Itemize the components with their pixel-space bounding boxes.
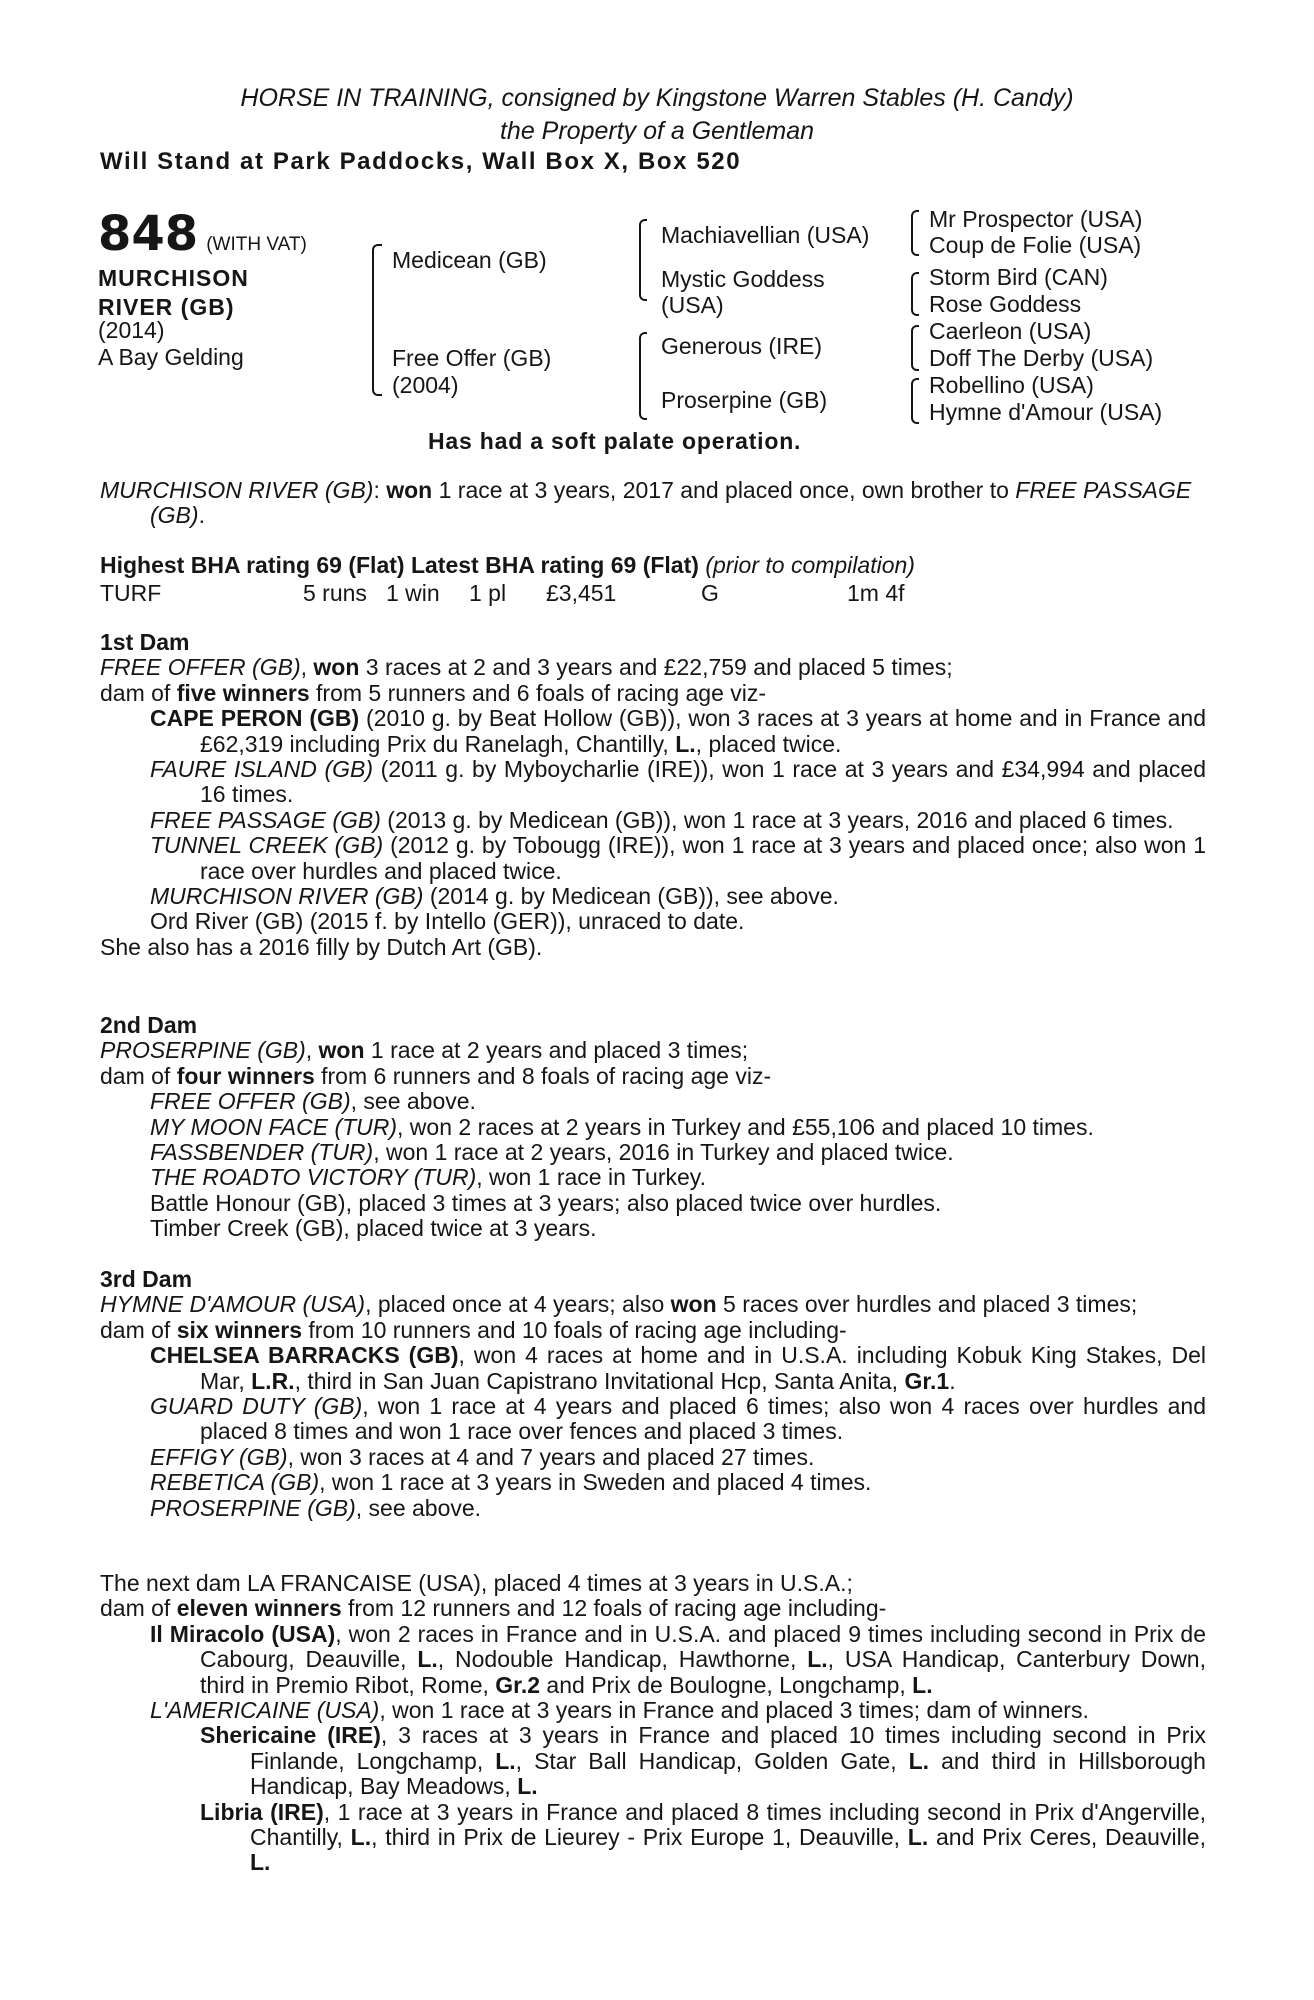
produce-text: , won 2 races in France and in U.S.A. and placed 9 times including second in Prix de Cabourg, Deauville, [200, 1620, 1206, 1673]
produce-name: FASSBENDER (TUR) [150, 1139, 374, 1166]
listed-mark: L. [250, 1849, 271, 1876]
produce-text: , see above. [355, 1494, 482, 1521]
pedigree-brace-sd [911, 272, 919, 316]
first-dam-name: FREE OFFER (GB) [100, 654, 301, 681]
pedigree-sire-sire: Machiavellian (USA) [661, 222, 870, 248]
produce-text: (2013 g. by Medicean (GB)), won 1 race at 3 years, 2016 and placed 6 times. [380, 806, 1174, 833]
produce-text-end: , placed twice. [695, 730, 842, 757]
next-dam-winners-count: eleven winners [176, 1595, 342, 1622]
produce-name: FREE PASSAGE (GB) [150, 806, 381, 833]
listed-mark: L. [417, 1646, 438, 1673]
turf-runs: 5 runs [303, 580, 367, 606]
pedigree-dsd: Doff The Derby (USA) [929, 345, 1154, 371]
next-dam-section [100, 1571, 1206, 1876]
second-dam-name: PROSERPINE (GB) [100, 1037, 306, 1064]
listed-mark: L.R. [251, 1367, 295, 1394]
pedigree-dam-sire: Generous (IRE) [661, 333, 823, 359]
pedigree-dam-year: (2004) [392, 372, 459, 398]
turf-distance: 1m 4f [847, 580, 905, 606]
horse-summary: MURCHISON RIVER (GB): won 1 race at 3 years, 2017 and placed once, own brother to FREE PASSAGE (GB). [100, 477, 1192, 529]
produce-battle-honour: Battle Honour (GB), placed 3 times at 3 years; also placed twice over hurdles. [150, 1189, 942, 1216]
produce-text: , third in San Juan Capistrano Invitational Hcp, Santa Anita, [294, 1367, 905, 1394]
group-mark: Gr.2 [495, 1671, 541, 1698]
third-dam-dam-of: dam of [100, 1316, 177, 1343]
produce-text: , USA Handicap, Canterbury Down, third in Premio Ribot, Rome, [200, 1646, 1206, 1698]
produce-text: (2011 g. by Myboycharlie (IRE)), won 1 race at 3 years and £34,994 and placed 16 times. [200, 756, 1207, 808]
produce-text: , won 2 races at 2 years in Turkey and £55,106 and placed 10 times. [397, 1113, 1094, 1140]
produce-text: , Nodouble Handicap, Hawthorne, [437, 1646, 808, 1673]
produce-lamericaine [100, 1698, 1206, 1723]
horse-name-line1: MURCHISON [98, 265, 249, 291]
produce-shericaine [100, 1723, 1206, 1799]
produce-name: PROSERPINE (GB) [150, 1494, 356, 1521]
produce-text: , won 4 races at home and in U.S.A. including Kobuk King Stakes, Del Mar, [200, 1342, 1206, 1394]
produce-name: Shericaine (IRE) [200, 1722, 381, 1749]
pedigree-brace-sire [639, 219, 647, 301]
first-dam-dam-of: dam of [100, 679, 177, 706]
horse-description: A Bay Gelding [98, 344, 244, 370]
produce-text: (2012 g. by Tobougg (IRE)), won 1 race at 3 years and placed once; also won 1 race over hurdles and placed twice. [200, 832, 1206, 884]
listed-mark: L. [807, 1646, 828, 1673]
produce-murchison-river [100, 884, 1206, 909]
listed-mark: L. [350, 1824, 372, 1851]
second-dam-runners: from 6 runners and 8 foals of racing age viz- [314, 1062, 772, 1089]
pedigree-ddd: Hymne d'Amour (USA) [929, 399, 1163, 425]
group-mark: Gr.1 [904, 1367, 950, 1394]
second-dam-dam-of: dam of [100, 1062, 177, 1089]
produce-name: Libria (IRE) [200, 1798, 324, 1825]
second-dam-winners-count: four winners [176, 1062, 315, 1089]
produce-rebetica [100, 1470, 1206, 1495]
turf-placed: 1 pl [469, 580, 507, 606]
listed-mark: L. [495, 1747, 516, 1774]
produce-name: Il Miracolo (USA) [150, 1620, 336, 1647]
produce-text: , won 1 race at 3 years in France and placed 3 times; dam of winners. [379, 1697, 1089, 1724]
third-dam-record-hurdles: 5 races over hurdles and placed 3 times; [716, 1291, 1138, 1318]
bha-rating-line [100, 552, 915, 579]
produce-ord-river: Ord River (GB) (2015 f. by Intello (GER)), unraced to date. [150, 908, 745, 935]
consignor-line: HORSE IN TRAINING, consigned by Kingstone Warren Stables (H. Candy) [240, 84, 1074, 112]
first-dam-runners: from 5 runners and 6 foals of racing age viz- [309, 679, 767, 706]
pedigree-dds: Robellino (USA) [929, 372, 1094, 398]
produce-name: CHELSEA BARRACKS (GB) [150, 1342, 459, 1369]
pedigree-brace-ss [911, 210, 919, 256]
produce-text: (2010 g. by Beat Hollow (GB)), won 3 races at 3 years at home and in France and £62,319 including Prix du Ranelagh, Chantilly, [200, 705, 1206, 757]
turf-earnings: £3,451 [546, 580, 617, 606]
third-dam-record: , placed once at 4 years; also [365, 1291, 671, 1318]
next-dam-line: The next dam LA FRANCAISE (USA), placed 4 times at 3 years in U.S.A.; [100, 1570, 853, 1596]
produce-text: (2014 g. by Medicean (GB)), see above. [423, 883, 839, 910]
produce-chelsea-barracks [100, 1343, 1206, 1394]
produce-text: and Prix Ceres, Deauville, [928, 1824, 1206, 1851]
turf-going: G [701, 580, 719, 606]
second-dam-heading: 2nd Dam [100, 1012, 198, 1038]
produce-name: L'AMERICAINE (USA) [150, 1697, 380, 1724]
pedigree-sire-dam-line1: Mystic Goddess [661, 266, 825, 292]
pedigree-dam: Free Offer (GB) [392, 345, 552, 371]
lot-number: 848 [98, 206, 199, 262]
listed-mark: L. [675, 730, 696, 757]
produce-il-miracolo [100, 1622, 1206, 1698]
produce-text: and Prix de Boulogne, Longchamp, [540, 1671, 913, 1698]
pedigree-sds: Storm Bird (CAN) [929, 264, 1108, 290]
produce-faure-island [100, 757, 1206, 808]
third-dam-runners: from 10 runners and 10 foals of racing age including- [302, 1316, 847, 1343]
pedigree-dam-dam: Proserpine (GB) [661, 387, 828, 413]
third-dam-name: HYMNE D'AMOUR (USA) [100, 1291, 366, 1318]
pedigree-brace-gen1 [372, 244, 382, 396]
second-dam-section: 2nd Dam PROSERPINE (GB), won 1 race at 2 years and placed 3 times; dam of four winners from 6 runners and 8 foals of racing age viz- FREE OFFER (GB), see above. MY MOON FACE (TUR), won 2 races at 2 years in Turkey and £55,106 and placed 10 times. FASSBENDER (TUR), won 1 race at 2 years, 2016 in Turkey and placed twice. THE ROADTO VICTORY (TUR), won 1 race in Turkey. Battle Honour (GB), placed 3 times at 3 years; also placed twice over hurdles. Timber Creek (GB), placed twice at 3 years. [100, 1013, 1206, 1242]
produce-my-moon-face [100, 1115, 1206, 1140]
produce-text: , won 1 race at 2 years, 2016 in Turkey and placed twice. [373, 1139, 954, 1166]
first-dam-won: won [313, 654, 360, 681]
pedigree-dss: Caerleon (USA) [929, 318, 1092, 344]
produce-the-roadto-victory [100, 1165, 1206, 1190]
produce-text: , 1 race at 3 years in France and placed 8 times including second in Prix d'Angerville, Chantilly, [250, 1798, 1206, 1851]
first-dam-heading: 1st Dam [100, 629, 190, 655]
horse-name-line2: RIVER (GB) [98, 294, 235, 320]
rating-note: (prior to compilation) [705, 552, 915, 578]
summary-horse-name: MURCHISON RIVER (GB) [100, 477, 374, 503]
produce-name: TUNNEL CREEK (GB) [150, 832, 384, 859]
produce-text-end: . [949, 1367, 956, 1394]
stable-location-line: Will Stand at Park Paddocks, Wall Box X, Box 520 [100, 148, 742, 175]
turf-label: TURF [100, 580, 162, 606]
third-dam-heading: 3rd Dam [100, 1266, 193, 1292]
produce-tunnel-creek [100, 833, 1206, 884]
produce-free-passage [100, 808, 1206, 833]
produce-free-offer [100, 1089, 1206, 1114]
pedigree-brace-ds [911, 325, 919, 371]
produce-name: THE ROADTO VICTORY (TUR) [150, 1164, 477, 1191]
produce-text: , Star Ball Handicap, Golden Gate, [515, 1747, 909, 1774]
pedigree-brace-dd [911, 378, 919, 424]
pedigree-ssd: Coup de Folie (USA) [929, 232, 1142, 258]
produce-cape-peron [100, 706, 1206, 757]
produce-name: CAPE PERON (GB) [150, 705, 360, 732]
produce-name: EFFIGY (GB) [150, 1443, 288, 1470]
lot-number-block [98, 206, 307, 262]
produce-name: GUARD DUTY (GB) [150, 1393, 363, 1420]
turf-wins: 1 win [386, 580, 440, 606]
pedigree-sire: Medicean (GB) [392, 247, 547, 273]
produce-name: MY MOON FACE (TUR) [150, 1113, 398, 1140]
pedigree-sss: Mr Prospector (USA) [929, 206, 1143, 232]
bha-rating: Highest BHA rating 69 (Flat) Latest BHA rating 69 (Flat) [100, 552, 699, 578]
first-dam-extra: She also has a 2016 filly by Dutch Art (GB). [100, 933, 543, 960]
third-dam-section [100, 1267, 1206, 1521]
summary-text: 1 race at 3 years, 2017 and placed once, own brother to [432, 477, 1016, 503]
produce-name: REBETICA (GB) [150, 1469, 320, 1496]
produce-name: FAURE ISLAND (GB) [150, 756, 374, 783]
next-dam-runners: from 12 runners and 12 foals of racing age including- [341, 1595, 887, 1622]
third-dam-winners-count: six winners [176, 1316, 302, 1343]
produce-guard-duty [100, 1394, 1206, 1445]
produce-text: , third in Prix de Lieurey - Prix Europe 1, Deauville, [371, 1824, 908, 1851]
produce-text: , 3 races at 3 years in France and placed 10 times including second in Prix Finlande, Longchamp, [250, 1722, 1206, 1774]
vat-note: (WITH VAT) [206, 234, 307, 255]
summary-brother: FREE PASSAGE (GB) [150, 477, 1192, 529]
pedigree-sire-dam-line2: (USA) [661, 292, 724, 318]
first-dam-winners-count: five winners [176, 679, 310, 706]
produce-effigy [100, 1445, 1206, 1470]
next-dam-dam-of: dam of [100, 1595, 177, 1622]
produce-name: FREE OFFER (GB) [150, 1088, 351, 1115]
first-dam-record: 3 races at 2 and 3 years and £22,759 and placed 5 times; [359, 654, 953, 681]
summary-won: won [386, 477, 433, 503]
produce-text: and third in Hillsborough Handicap, Bay Meadows, [250, 1747, 1206, 1800]
listed-mark: L. [517, 1773, 538, 1800]
foaling-year: (2014) [98, 317, 165, 343]
produce-timber-creek: Timber Creek (GB), placed twice at 3 years. [150, 1215, 597, 1242]
first-dam-section: 1st Dam FREE OFFER (GB), won 3 races at 2 and 3 years and £22,759 and placed 5 times; dam of five winners from 5 runners and 6 foals of racing age viz- CAPE PERON (GB) (2010 g. by Beat Hollow (GB)), won 3 races at 3 years at home and in France and £62,319 including Prix du Ranelagh, Chantilly, L., placed twice. FAURE ISLAND (GB) (2011 g. by Myboycharlie (IRE)), won 1 race at 3 years and £34,994 and placed 16 times. FREE PASSAGE (GB) (2013 g. by Medicean (GB)), won 1 race at 3 years, 2016 and placed 6 times. TUNNEL CREEK (GB) (2012 g. by Tobougg (IRE)), won 1 race at 3 years and placed once; also won 1 race over hurdles and placed twice. MURCHISON RIVER (GB) (2014 g. by Medicean (GB)), see above. Ord River (GB) (2015 f. by Intello (GER)), unraced to date. She also has a 2016 filly by Dutch Art (GB). [100, 629, 1207, 960]
produce-proserpine [100, 1496, 1206, 1521]
horse-name [98, 264, 249, 322]
listed-mark: L. [912, 1671, 933, 1698]
produce-text: , won 1 race at 3 years in Sweden and placed 4 times. [319, 1469, 872, 1496]
pedigree-brace-dam [639, 332, 647, 420]
produce-name: MURCHISON RIVER (GB) [150, 883, 424, 910]
produce-fassbender [100, 1140, 1206, 1165]
listed-mark: L. [908, 1747, 930, 1774]
soft-palate-note: Has had a soft palate operation. [428, 428, 802, 454]
produce-text: , see above. [350, 1088, 476, 1115]
produce-text: , won 1 race at 4 years and placed 6 times; also won 4 races over hurdles and placed 8 times and won 1 race over fences and placed 3 times. [200, 1393, 1206, 1445]
second-dam-record: 1 race at 2 years and placed 3 times; [364, 1037, 749, 1064]
listed-mark: L. [907, 1824, 929, 1851]
property-line: the Property of a Gentleman [499, 117, 815, 145]
produce-text: , won 1 race in Turkey. [476, 1164, 706, 1191]
pedigree-sdd: Rose Goddess [929, 291, 1082, 317]
second-dam-won: won [318, 1037, 365, 1064]
produce-text: , won 3 races at 4 and 7 years and placed 27 times. [287, 1443, 815, 1470]
third-dam-won: won [670, 1291, 717, 1318]
produce-libria [100, 1800, 1206, 1876]
